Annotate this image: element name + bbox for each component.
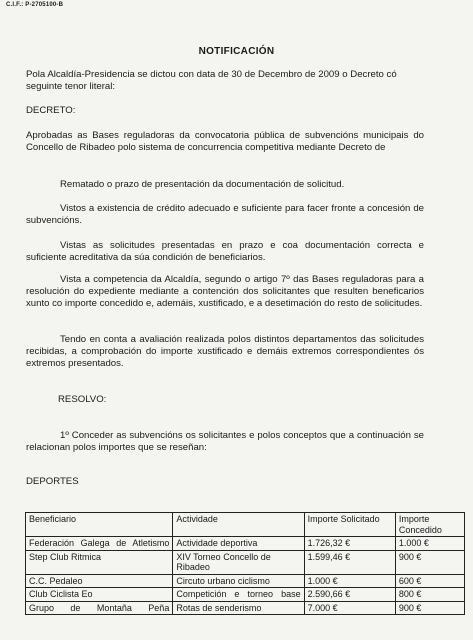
cell-importe-concedido: 600 € [395,574,464,588]
document-title: NOTIFICACIÓN [198,46,275,57]
cif-stamp: C.I.F.: P-2705100-B [6,2,64,8]
cell-beneficiario: Federación Galega de Atletismo [26,537,173,551]
paragraph-bases: Aprobadas as Bases reguladoras da convocatoria pública de subvencións municipais do Concello de Ribadeo polo sistema de concurrencia competitiva mediante Decreto de [26,130,424,154]
table-row [26,574,465,588]
cell-actividade: Circuto urbano ciclismo [173,574,304,588]
paragraph-solicitudes: Vistas as solicitudes presentadas en prazo e coa documentación correcta e suficiente acreditativa da súa condición de beneficiarios. [26,240,424,264]
cell-importe-solicitado: 7.000 € [304,601,395,615]
cell-actividade: Actividade deportiva [173,537,304,551]
table-header-row [26,513,465,537]
cell-beneficiario: Club Ciclista Eo [26,588,173,602]
cell-importe-solicitado: 1.599,46 € [304,550,395,574]
cell-importe-concedido: 1.000 € [395,537,464,551]
header-importe-solicitado: Importe Solicitado [304,513,395,537]
paragraph-credito: Vistos a existencia de crédito adecuado e suficiente para facer fronte a concesión de subvencións. [26,203,424,227]
table-row [26,588,465,602]
section-heading-deportes: DEPORTES [26,476,79,487]
cell-importe-concedido: 900 € [395,601,464,615]
paragraph-avaliacion: Tendo en conta a avaliación realizada polos distintos departamentos das solicitudes recibidas, a comprobación do importe xustificado e demáis extremos correspondientes ós extremos presentados. [26,334,424,370]
table-row [26,550,465,574]
resolvo-heading: RESOLVO: [58,394,107,405]
cell-actividade: Competición e torneo base [173,588,304,602]
cell-importe-concedido: 900 € [395,550,464,574]
cell-beneficiario: Grupo de Montaña Peña [26,601,173,615]
paragraph-conceder: 1º Conceder as subvencións os solicitantes e polos conceptos que a continuación se relacionan polos importes que se reseñan: [26,430,424,454]
cell-beneficiario: Step Club Ritmica [26,550,173,574]
table-row [26,601,465,615]
paragraph-rematado: Rematado o prazo de presentación da documentación de solicitud. [60,179,345,190]
cell-importe-solicitado: 2.590,66 € [304,588,395,602]
header-importe-concedido: Importe Concedido [395,513,464,537]
cell-actividade: XIV Torneo Concello de Ribadeo [173,550,304,574]
cell-importe-concedido: 800 € [395,588,464,602]
cell-importe-solicitado: 1.726,32 € [304,537,395,551]
decreto-heading: DECRETO: [26,105,76,116]
intro-paragraph: Pola Alcaldía-Presidencia se dictou con data de 30 de Decembro de 2009 o Decreto có seguinte tenor literal: [26,69,397,93]
subsidies-table [25,512,465,615]
header-actividade: Actividade [173,513,304,537]
cell-actividade: Rotas de senderismo [173,601,304,615]
cell-beneficiario: C.C. Pedaleo [26,574,173,588]
table-row [26,537,465,551]
header-beneficiario: Beneficiario [26,513,173,537]
cell-importe-solicitado: 1.000 € [304,574,395,588]
paragraph-competencia: Vista a competencia da Alcaldía, segundo o artigo 7º das Bases reguladoras para a resolución do expediente mediante a contención dos solicitantes que resulten beneficarios xunto co importe concedido e, ademáis, xustificado, e a desetimación do resto de solicitudes. [26,274,424,310]
